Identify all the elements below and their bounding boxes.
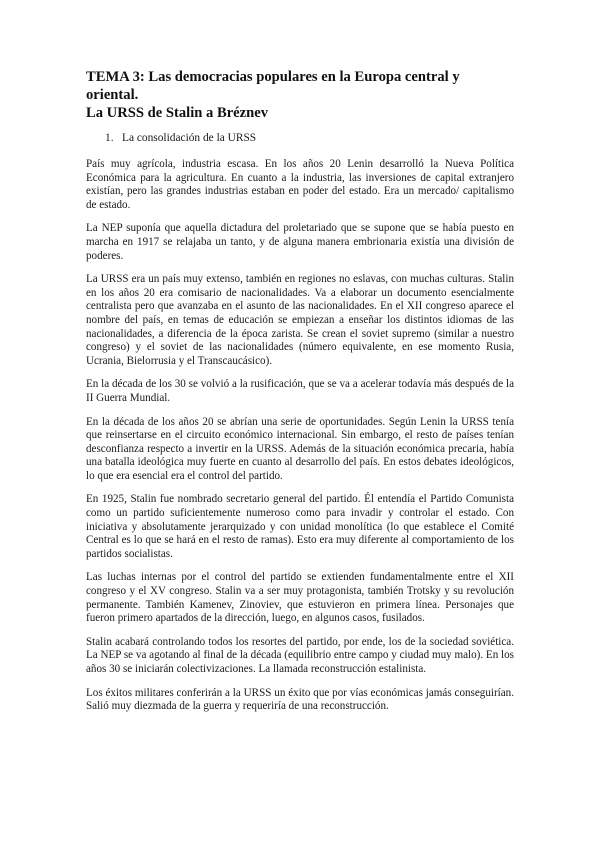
document-page: [86, 68, 514, 724]
document-title: [86, 68, 514, 122]
title-line-1: TEMA 3: Las democracias populares en la Europa central y oriental.: [86, 69, 460, 103]
paragraph: País muy agrícola, industria escasa. En los años 20 Lenin desarrolló la Nueva Política Económica para la agricultura. En cuanto a la industria, las inversiones de capital extranjero existían, pero las grandes industrias estaban en poder del estado. Era un mercado/ capitalismo de estado.: [86, 158, 514, 211]
paragraph: La NEP suponía que aquella dictadura del proletariado que se supone que se había puesto en marcha en 1917 se relajaba un tanto, y de alguna manera embrionaria existía una división de poderes.: [86, 222, 514, 262]
paragraph: La URSS era un país muy extenso, también en regiones no eslavas, con muchas culturas. Stalin en los años 20 era comisario de nacionalidades. Va a elaborar un documento esencialmente centralista pero que avanzaba en el asunto de las nacionalidades. En el XII congreso aparece el nombre del país, en temas de educación se empiezan a enseñar los distintos idiomas de las nacionalidades, a diferencia de la época zarista. Se crean el soviet supremo (similar a nuestro congreso) y el soviet de las nacionalidades (número equivalente, en ese momento Rusia, Ucrania, Bielorrusia y el Transcaucásico).: [86, 273, 514, 367]
paragraph: Los éxitos militares conferirán a la URSS un éxito que por vías económicas jamás conseguirían. Salió muy diezmada de la guerra y requeriría de una reconstrucción.: [86, 686, 514, 713]
paragraph: En la década de los años 20 se abrían una serie de oportunidades. Según Lenin la URSS tenía que reinsertarse en el circuito económico internacional. Sin embargo, el resto de países tenían desconfianza respecto a invertir en la URSS. Además de la situación económica precaria, había una batalla ideológica muy fuerte en cuanto al desarrollo del país. En estos debates ideológicos, lo que era esencial era el control del partido.: [86, 415, 514, 482]
paragraph: Las luchas internas por el control del partido se extienden fundamentalmente entre el XII congreso y el XV congreso. Stalin va a ser muy protagonista, también Trotsky y su revolución permanente. También Kamenev, Zinoviev, que estuvieron en primera línea. Personajes que fueron primero apartados de la dirección, luego, en algunos casos, fusilados.: [86, 571, 514, 625]
section-number: 1.: [105, 132, 114, 144]
paragraph: Stalin acabará controlando todos los resortes del partido, por ende, los de la sociedad soviética. La NEP se va agotando al final de la década (equilibrio entre campo y ciudad muy malo). En los años 30 se iniciarán colectivizaciones. La llamada reconstrucción estalinista.: [86, 635, 514, 675]
paragraph: En 1925, Stalin fue nombrado secretario general del partido. Él entendía el Partido Comunista como un partido suficientemente numeroso como para invadir y controlar el estado. Con iniciativa y absolutamente jerarquizado y con unidad monolítica (lo que establece el Comité Central es lo que se hará en el resto de ramas). Esto era muy diferente al comportamiento de los partidos socialistas.: [86, 493, 514, 560]
section-label: La consolidación de la URSS: [122, 132, 257, 144]
title-line-2: La URSS de Stalin a Bréznev: [86, 105, 269, 121]
section-heading: [86, 131, 514, 145]
paragraph: En la década de los 30 se volvió a la rusificación, que se va a acelerar todavía más después de la II Guerra Mundial.: [86, 378, 514, 404]
